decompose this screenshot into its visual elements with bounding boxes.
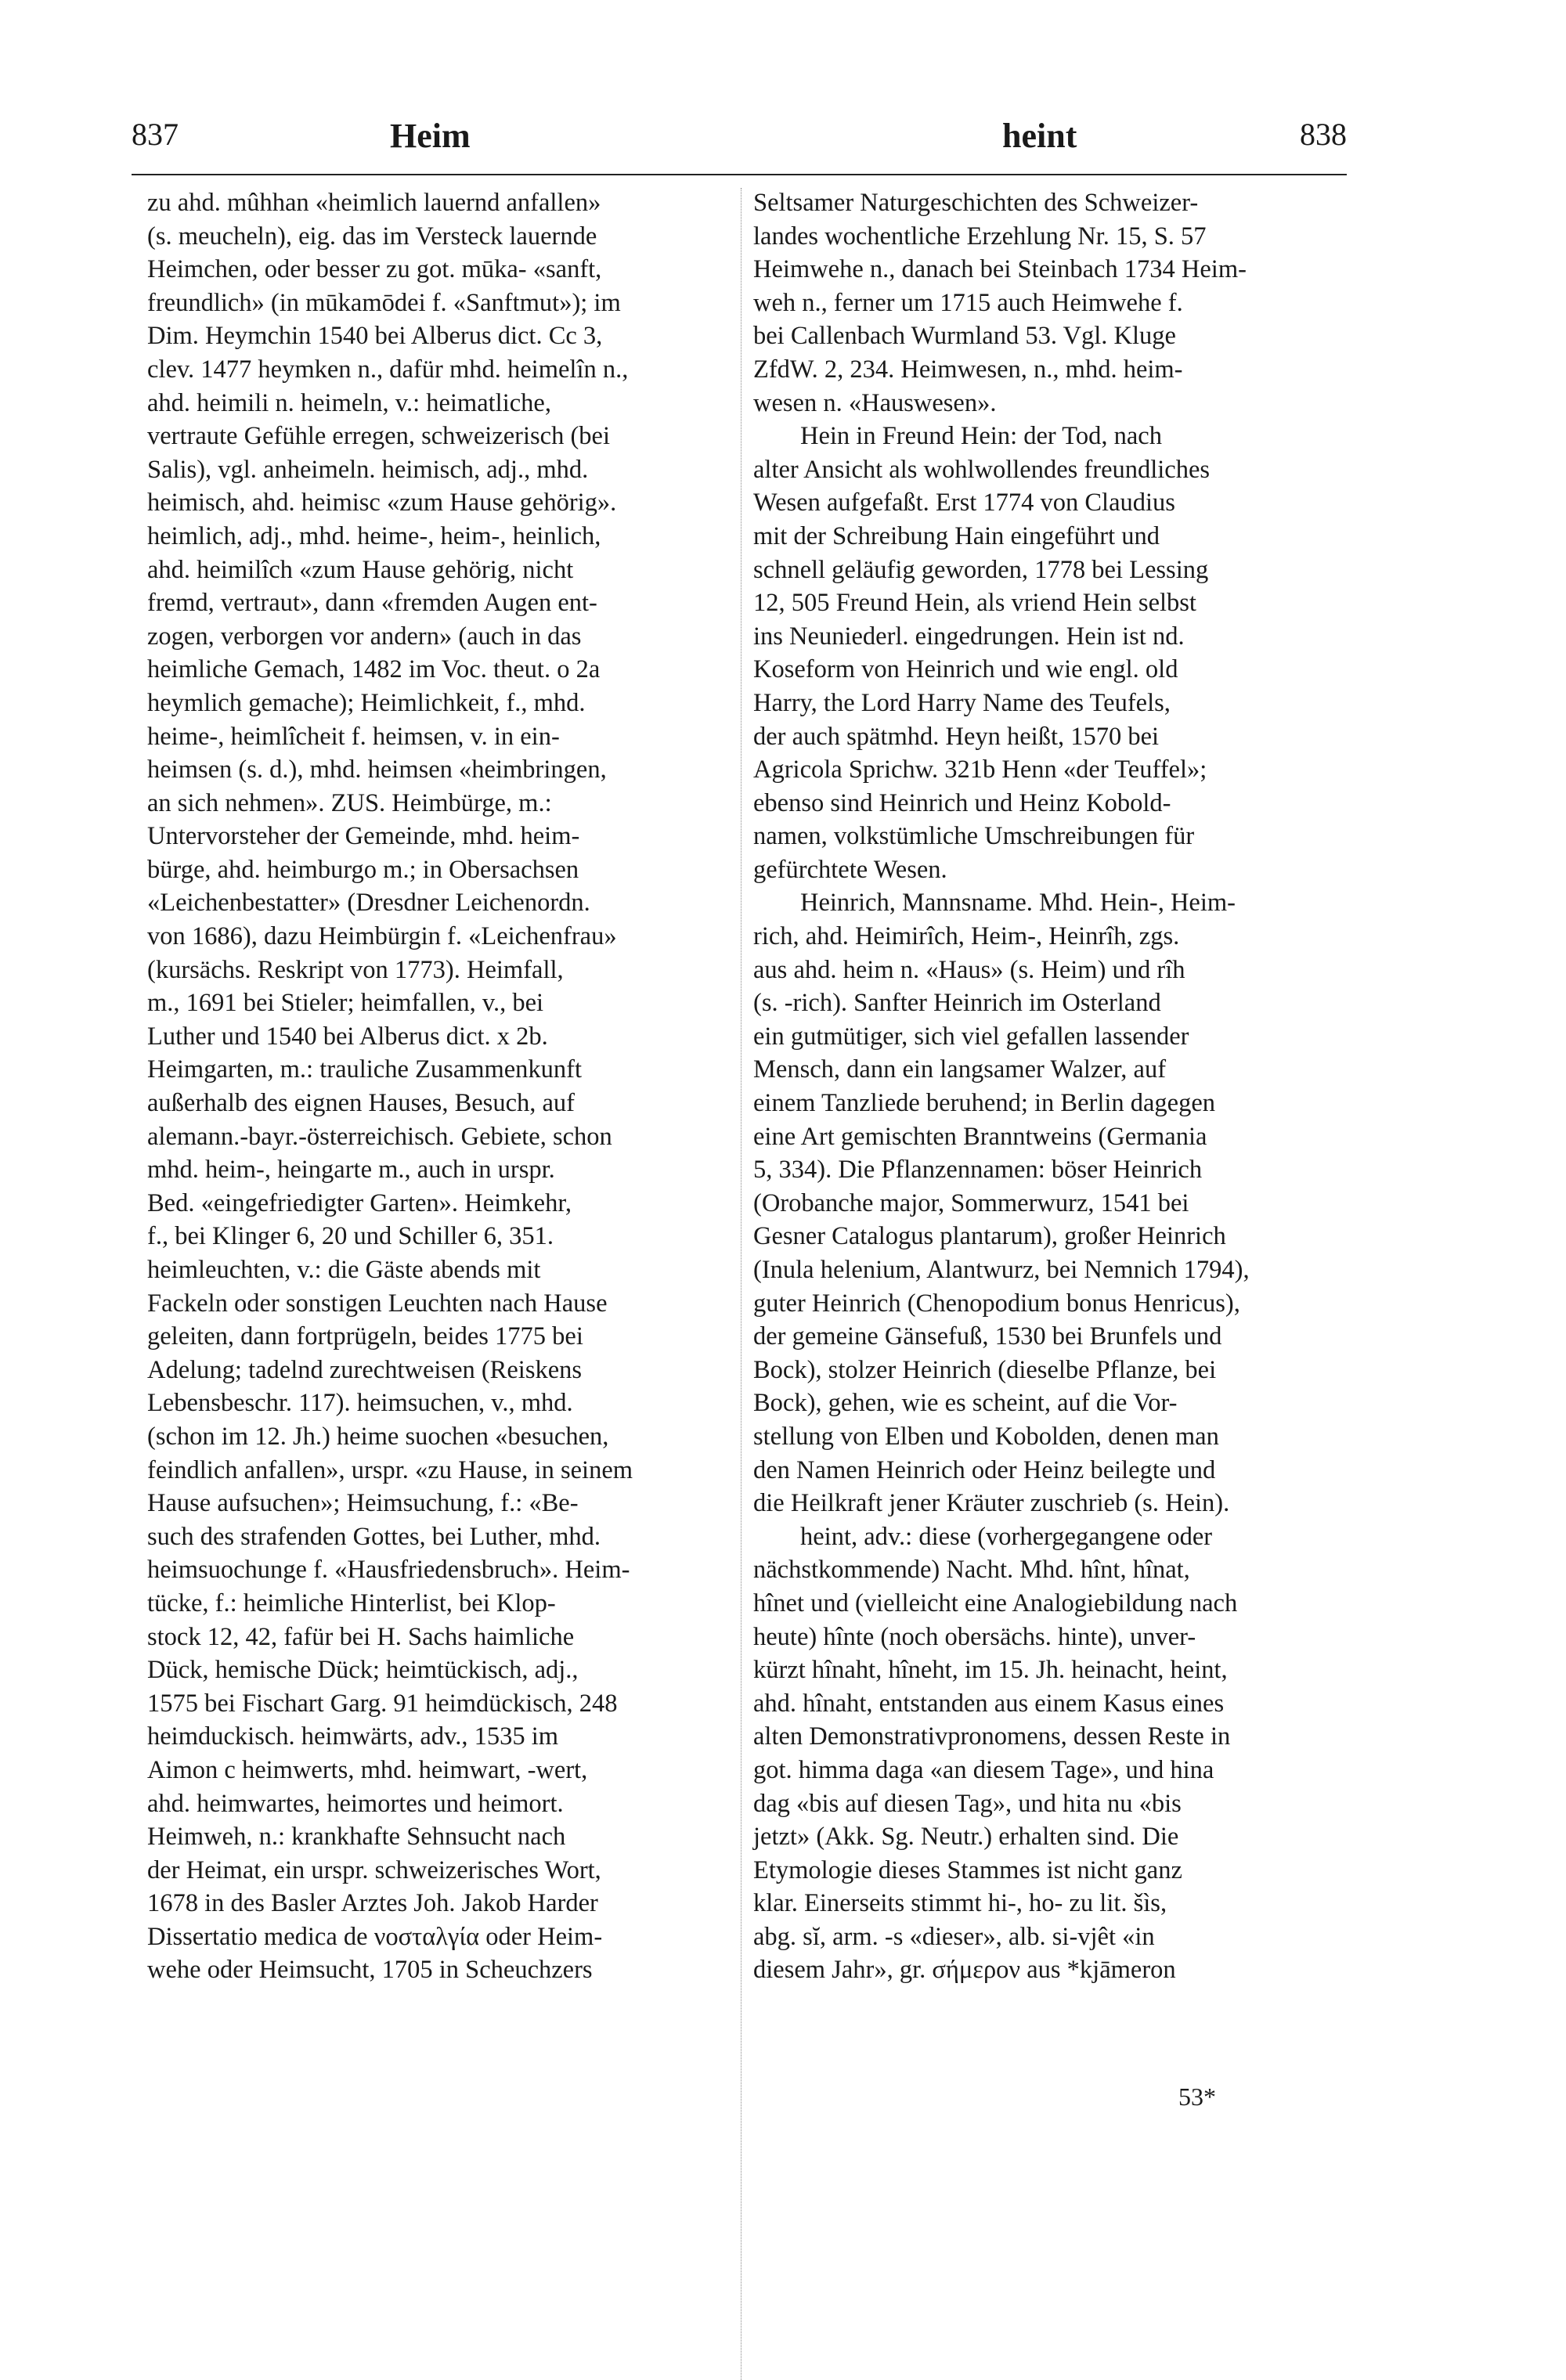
- text-line: clev. 1477 heymken n., dafür mhd. heimelîn n.,: [147, 355, 629, 384]
- signature-mark: 53*: [1178, 2082, 1216, 2111]
- text-line: heimleuchten, v.: die Gäste abends mit: [147, 1256, 541, 1284]
- text-line: (s. -rich). Sanfter Heinrich im Osterland: [753, 989, 1161, 1018]
- text-line: die Heilkraft jener Kräuter zuschrieb (s. Hein).: [753, 1489, 1230, 1518]
- text-line: Heinrich, Mannsname. Mhd. Hein-, Heim-: [800, 889, 1236, 918]
- text-line: mit der Schreibung Hain eingeführt und: [753, 521, 1160, 550]
- text-line: Heimweh, n.: krankhafte Sehnsucht nach: [147, 1823, 566, 1852]
- text-line: Koseform von Heinrich und wie engl. old: [753, 655, 1178, 684]
- text-line: got. himma daga «an diesem Tage», und hina: [753, 1755, 1214, 1784]
- text-line: Bock), gehen, wie es scheint, auf die Vor-: [753, 1389, 1178, 1418]
- text-line: tücke, f.: heimliche Hinterlist, bei Klop-: [147, 1588, 556, 1617]
- text-line: wesen n. «Hauswesen».: [753, 388, 997, 417]
- text-line: heimlich, adj., mhd. heime-, heim-, heinlich,: [147, 521, 601, 550]
- text-line: ahd. heimili n. heimeln, v.: heimatliche,: [147, 388, 551, 417]
- text-line: Dück, hemische Dück; heimtückisch, adj.,: [147, 1656, 579, 1685]
- text-line: (Orobanche major, Sommerwurz, 1541 bei: [753, 1188, 1189, 1217]
- text-line: abg. sĭ, arm. -s «dieser», alb. si-vjêt «in: [753, 1922, 1155, 1951]
- text-line: Harry, the Lord Harry Name des Teufels,: [753, 688, 1171, 717]
- text-line: gefürchtete Wesen.: [753, 855, 947, 884]
- text-line: klar. Einerseits stimmt hi-, ho- zu lit. šìs,: [753, 1889, 1167, 1918]
- text-line: bürge, ahd. heimburgo m.; in Obersachsen: [147, 855, 579, 884]
- text-line: landes wochentliche Erzehlung Nr. 15, S. 57: [753, 222, 1207, 251]
- text-line: geleiten, dann fortprügeln, beides 1775 bei: [147, 1322, 583, 1351]
- text-line: f., bei Klinger 6, 20 und Schiller 6, 351.: [147, 1222, 554, 1251]
- text-line: vertraute Gefühle erregen, schweizerisch (bei: [147, 422, 610, 451]
- text-line: 12, 505 Freund Hein, als vriend Hein selbst: [753, 589, 1196, 618]
- text-line: (schon im 12. Jh.) heime suochen «besuchen,: [147, 1422, 609, 1451]
- text-line: Luther und 1540 bei Alberus dict. x 2b.: [147, 1022, 548, 1051]
- text-line: Mensch, dann ein langsamer Walzer, auf: [753, 1055, 1167, 1084]
- text-line: Untervorsteher der Gemeinde, mhd. heim-: [147, 822, 580, 851]
- text-line: heime-, heimlîcheit f. heimsen, v. in ein-: [147, 722, 560, 751]
- text-line: alemann.-bayr.-österreichisch. Gebiete, schon: [147, 1122, 612, 1151]
- text-line: der gemeine Gänsefuß, 1530 bei Brunfels und: [753, 1322, 1222, 1351]
- text-line: ein gutmütiger, sich viel gefallen lassender: [753, 1022, 1189, 1051]
- text-line: Heimgarten, m.: trauliche Zusammenkunft: [147, 1055, 583, 1084]
- text-line: wehe oder Heimsucht, 1705 in Scheuchzers: [147, 1956, 593, 1985]
- text-line: außerhalb des eignen Hauses, Besuch, auf: [147, 1089, 575, 1118]
- text-line: 1678 in des Basler Arztes Joh. Jakob Harder: [147, 1889, 598, 1918]
- text-line: Heimchen, oder besser zu got. mūka- «sanft,: [147, 255, 602, 284]
- text-line: aus ahd. heim n. «Haus» (s. Heim) und rîh: [753, 955, 1185, 984]
- text-line: stock 12, 42, fafür bei H. Sachs haimliche: [147, 1622, 575, 1651]
- text-line: Etymologie dieses Stammes ist nicht ganz: [753, 1855, 1182, 1884]
- text-line: heimliche Gemach, 1482 im Voc. theut. o 2a: [147, 655, 601, 684]
- text-line: der auch spätmhd. Heyn heißt, 1570 bei: [753, 722, 1160, 751]
- text-line: rich, ahd. Heimirîch, Heim-, Heinrîh, zgs.: [753, 922, 1180, 951]
- text-line: ahd. hînaht, entstanden aus einem Kasus eines: [753, 1689, 1225, 1718]
- text-line: 1575 bei Fischart Garg. 91 heimdückisch, 248: [147, 1689, 618, 1718]
- text-line: Seltsamer Naturgeschichten des Schweizer-: [753, 189, 1199, 217]
- text-line: hînet und (vielleicht eine Analogiebildung nach: [753, 1588, 1238, 1617]
- text-line: von 1686), dazu Heimbürgin f. «Leichenfrau»: [147, 922, 617, 951]
- text-line: den Namen Heinrich oder Heinz beilegte und: [753, 1455, 1216, 1484]
- text-line: heymlich gemache); Heimlichkeit, f., mhd.: [147, 688, 586, 717]
- text-line: eine Art gemischten Branntweins (Germania: [753, 1122, 1207, 1151]
- text-line: ZfdW. 2, 234. Heimwesen, n., mhd. heim-: [753, 355, 1183, 384]
- text-line: stellung von Elben und Kobolden, denen man: [753, 1422, 1219, 1451]
- text-line: jetzt» (Akk. Sg. Neutr.) erhalten sind. Die: [753, 1823, 1179, 1852]
- text-line: heimsuochunge f. «Hausfriedensbruch». Heim-: [147, 1556, 630, 1585]
- text-line: heute) hînte (noch obersächs. hinte), unver-: [753, 1622, 1196, 1651]
- text-line: heimduckisch. heimwärts, adv., 1535 im: [147, 1722, 559, 1751]
- text-line: «Leichenbestatter» (Dresdner Leichenordn.: [147, 889, 590, 918]
- text-line: Salis), vgl. anheimeln. heimisch, adj., mhd.: [147, 455, 589, 484]
- text-line: dag «bis auf diesen Tag», und hita nu «bis: [753, 1789, 1182, 1818]
- running-headword-left: Heim: [390, 117, 471, 155]
- text-line: Wesen aufgefaßt. Erst 1774 von Claudius: [753, 489, 1175, 517]
- text-line: weh n., ferner um 1715 auch Heimwehe f.: [753, 288, 1183, 317]
- text-line: mhd. heim-, heingarte m., auch in urspr.: [147, 1156, 555, 1185]
- text-line: ahd. heimwartes, heimortes und heimort.: [147, 1789, 564, 1818]
- text-line: schnell geläufig geworden, 1778 bei Lessing: [753, 555, 1209, 584]
- running-headword-right: heint: [1002, 117, 1077, 155]
- text-line: Dim. Heymchin 1540 bei Alberus dict. Cc 3,: [147, 322, 603, 351]
- text-line: Bed. «eingefriedigter Garten». Heimkehr,: [147, 1188, 572, 1217]
- text-line: kürzt hînaht, hîneht, im 15. Jh. heinacht, heint,: [753, 1656, 1228, 1685]
- text-line: (s. meucheln), eig. das im Versteck lauernde: [147, 222, 597, 251]
- text-line: ahd. heimilîch «zum Hause gehörig, nicht: [147, 555, 574, 584]
- left-column: [147, 186, 750, 1987]
- text-line: an sich nehmen». ZUS. Heimbürge, m.:: [147, 788, 552, 817]
- text-line: freundlich» (in mūkamōdei f. «Sanftmut»); im: [147, 288, 621, 317]
- text-line: Adelung; tadelnd zurechtweisen (Reiskens: [147, 1355, 583, 1384]
- text-line: der Heimat, ein urspr. schweizerisches Wort,: [147, 1855, 601, 1884]
- text-line: nächstkommende) Nacht. Mhd. hînt, hînat,: [753, 1556, 1190, 1585]
- running-header: [132, 116, 1347, 163]
- text-line: Agricola Sprichw. 321b Henn «der Teuffel»;: [753, 755, 1207, 784]
- header-rule: [132, 174, 1347, 175]
- text-line: Hause aufsuchen»; Heimsuchung, f.: «Be-: [147, 1489, 579, 1518]
- text-line: Hein in Freund Hein: der Tod, nach: [800, 422, 1162, 451]
- text-line: Bock), stolzer Heinrich (dieselbe Pflanze, bei: [753, 1355, 1217, 1384]
- text-line: bei Callenbach Wurmland 53. Vgl. Kluge: [753, 322, 1176, 351]
- text-line: (kursächs. Reskript von 1773). Heimfall,: [147, 955, 564, 984]
- text-line: einem Tanzliede beruhend; in Berlin dagegen: [753, 1089, 1216, 1118]
- text-line: Lebensbeschr. 117). heimsuchen, v., mhd.: [147, 1389, 573, 1418]
- text-line: ins Neuniederl. eingedrungen. Hein ist nd.: [753, 622, 1185, 651]
- text-line: heimisch, ahd. heimisc «zum Hause gehörig».: [147, 489, 617, 517]
- text-line: namen, volkstümliche Umschreibungen für: [753, 822, 1195, 851]
- text-line: feindlich anfallen», urspr. «zu Hause, in seinem: [147, 1455, 633, 1484]
- text-line: heint, adv.: diese (vorhergegangene oder: [800, 1522, 1213, 1551]
- text-line: 5, 334). Die Pflanzennamen: böser Heinrich: [753, 1156, 1203, 1185]
- text-line: diesem Jahr», gr. σήμερον aus *kjāmeron: [753, 1956, 1176, 1985]
- text-line: alten Demonstrativpronomens, dessen Reste in: [753, 1722, 1231, 1751]
- page-number-right: 838: [1300, 117, 1347, 152]
- text-line: guter Heinrich (Chenopodium bonus Henricus),: [753, 1289, 1240, 1318]
- text-line: zogen, verborgen vor andern» (auch in das: [147, 622, 582, 651]
- text-line: alter Ansicht als wohlwollendes freundliches: [753, 455, 1211, 484]
- right-column: [753, 186, 1356, 1987]
- text-line: Heimwehe n., danach bei Steinbach 1734 Heim-: [753, 255, 1247, 284]
- text-line: m., 1691 bei Stieler; heimfallen, v., bei: [147, 989, 544, 1018]
- text-line: zu ahd. mûhhan «heimlich lauernd anfallen»: [147, 189, 601, 217]
- text-line: Gesner Catalogus plantarum), großer Heinrich: [753, 1222, 1226, 1251]
- text-line: Fackeln oder sonstigen Leuchten nach Hause: [147, 1289, 608, 1318]
- text-line: fremd, vertraut», dann «fremden Augen ent-: [147, 589, 597, 618]
- text-line: ebenso sind Heinrich und Heinz Kobold-: [753, 788, 1171, 817]
- text-line: Aimon c heimwerts, mhd. heimwart, -wert,: [147, 1755, 588, 1784]
- text-line: (Inula helenium, Alantwurz, bei Nemnich 1794),: [753, 1256, 1250, 1284]
- page-number-left: 837: [132, 117, 179, 152]
- text-line: Dissertatio medica de νοσταλγία oder Heim-: [147, 1922, 603, 1951]
- text-line: such des strafenden Gottes, bei Luther, mhd.: [147, 1522, 601, 1551]
- text-line: heimsen (s. d.), mhd. heimsen «heimbringen,: [147, 755, 607, 784]
